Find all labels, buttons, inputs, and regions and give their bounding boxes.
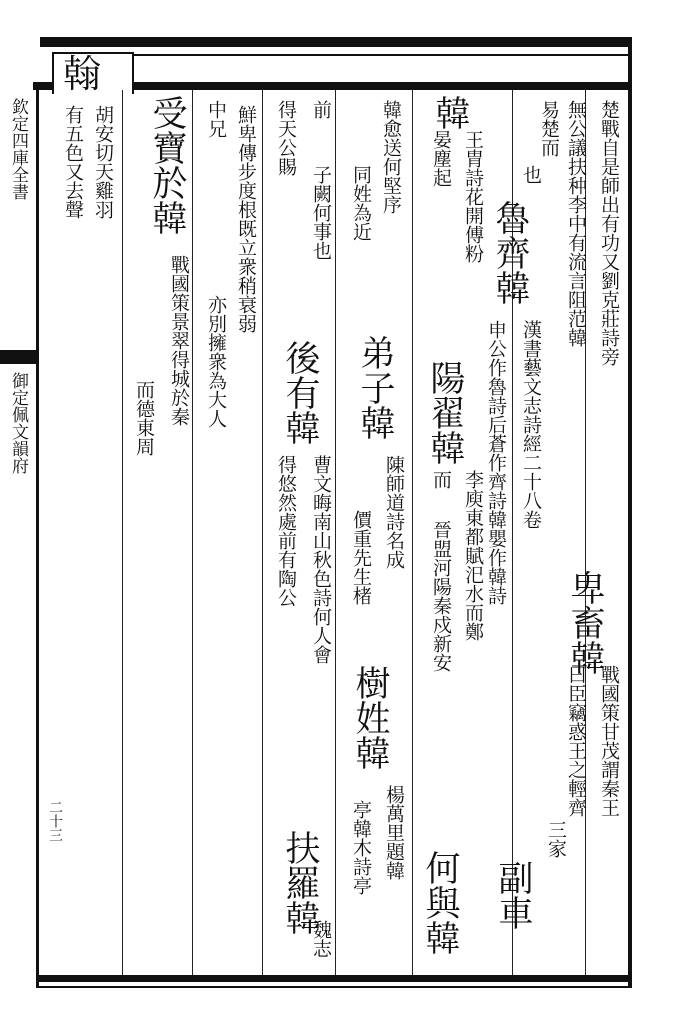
annotation-text: 王胄詩花開傅粉 <box>462 130 484 263</box>
headword: 翰 <box>63 52 102 96</box>
frame-top-border <box>40 37 630 47</box>
entry-headword: 卑畜韓 <box>565 570 605 675</box>
margin-title: 欽定四庫全書 <box>8 98 28 200</box>
annotation-text: 得悠然處前有陶公 <box>275 455 297 607</box>
annotation-text: 申公作魯詩后蒼作齊詩韓嬰作韓詩 <box>485 320 507 605</box>
entry-headword: 受寶於韓 <box>147 95 187 235</box>
annotation-text: 前 <box>310 100 332 119</box>
annotation-text: 鮮卑傳步度根既立衆稍衰弱 <box>235 105 257 333</box>
column-rule <box>335 90 336 975</box>
entry-headword: 陽翟韓 <box>425 360 465 465</box>
annotation-text: 曹文晦南山秋色詩何人會 <box>310 455 332 664</box>
column-rule <box>192 90 193 975</box>
annotation-text: 曰臣竊惑王之輕齊 <box>565 665 587 817</box>
annotation-text: 李庾東都賦汜水而鄭 <box>462 470 484 641</box>
column-rule <box>122 90 123 975</box>
annotation-text: 亭韓木詩亭 <box>350 800 372 895</box>
entry-headword: 扶羅韓 <box>280 830 320 935</box>
annotation-text: 漢書藝文志詩經二十八卷 <box>520 320 542 529</box>
annotation-text: 陳師道詩名成 <box>383 455 405 569</box>
column-rule <box>412 90 413 975</box>
annotation-text: 亦別擁衆為大人 <box>205 295 227 428</box>
entry-headword: 樹姓韓 <box>350 665 390 770</box>
annotation-text: 子闕何事也 <box>310 165 332 260</box>
annotation-text: 中兄 <box>205 100 227 138</box>
frame-bottom-inner-line <box>36 986 631 988</box>
annotation-text: 三家 <box>545 820 567 858</box>
annotation-text: 戰國策甘茂謂秦王 <box>598 665 620 817</box>
definition-text: 胡安切天雞羽 <box>92 105 114 219</box>
margin-title-cutoff <box>0 98 30 338</box>
fishtail-mark <box>0 350 38 364</box>
annotation-text: 楊萬里題韓 <box>383 785 405 880</box>
entry-headword: 何與韓 <box>420 850 460 955</box>
frame-left-border <box>36 82 39 988</box>
annotation-text: 戰國策景翠得城於秦 <box>168 255 190 426</box>
annotation-text: 同姓為近 <box>350 165 372 241</box>
annotation-text: 而德東周 <box>133 380 155 456</box>
frame-bottom-border <box>36 975 631 982</box>
annotation-text: 晉盟河陽秦戍新安 <box>430 520 452 672</box>
annotation-text: 無公議扶种李中有流言阻范韓 <box>565 100 587 347</box>
text-column <box>598 100 620 366</box>
entry-headword: 弟子韓 <box>355 335 395 440</box>
text-column <box>565 100 587 347</box>
column-rule <box>262 90 263 975</box>
annotation-text: 魏志 <box>310 920 332 958</box>
definition-text: 有五色又去聲 <box>62 105 84 219</box>
annotation-text: 楚戰自是師出有功又劉克莊詩旁 <box>598 100 620 366</box>
annotation-text: 也 <box>520 165 542 184</box>
page-number: 二十三 <box>47 800 63 842</box>
annotation-text: 易楚而 <box>538 100 560 157</box>
entry-headword: 後有韓 <box>280 340 320 445</box>
annotation-text: 晏塵起 <box>430 130 452 187</box>
annotation-text: 價重先生楮 <box>350 510 372 605</box>
frame-top-inner-line <box>130 54 630 56</box>
annotation-text: 得天公賜 <box>275 100 297 176</box>
annotation-text: 韓愈送何堅序 <box>380 100 402 214</box>
entry-headword: 魯齊韓 <box>490 200 530 305</box>
entry-headword: 副車 <box>493 860 533 930</box>
book-title: 御定佩文韻府 <box>8 372 28 474</box>
annotation-text: 而 <box>430 470 452 489</box>
frame-right-border <box>628 37 632 988</box>
entry-headword: 韓 <box>430 95 470 130</box>
